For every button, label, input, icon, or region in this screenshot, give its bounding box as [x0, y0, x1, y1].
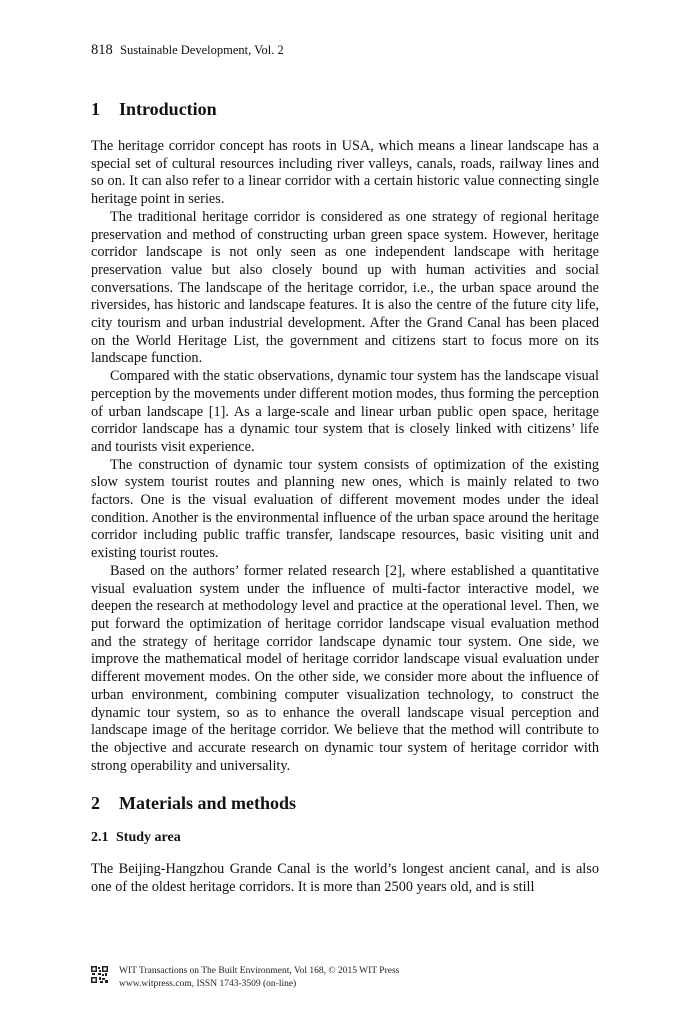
section-number: 1 — [91, 99, 100, 119]
section-number: 2 — [91, 793, 100, 814]
footer-text — [119, 965, 399, 991]
subsection-title: Study area — [116, 830, 181, 846]
section-title: Materials and methods — [119, 793, 296, 814]
section-heading-introduction — [91, 97, 599, 121]
page-number: 818 — [91, 42, 113, 58]
paragraph: Based on the authors’ former related research [2], where established a quantitative visual evaluation system under the influence of multi-factor interactive model, we deepen the research at methodology level and practice at the operational level. Then, we put forward the optimization of heritage corridor landscape visual evaluation method and the strategy of heritage corridor landscape dynamic tour system. One side, we improve the mathematical model of heritage corridor landscape visual evaluation under different movement modes. On the other side, we consider more about the influence of urban environment, combining computer visualization technology, to construct the dynamic tour system, so as to enhance the overall landscape visual perception and landscape image of the heritage corridor. We believe that the method will contribute to the objective and accurate research on dynamic tour system of heritage corridor with strong operability and universality. — [91, 562, 599, 774]
paragraph: The Beijing-Hangzhou Grande Canal is the world’s longest ancient canal, and is also one of the oldest heritage corridors. It is more than 2500 years old, and is still — [91, 861, 599, 896]
qr-code-icon — [91, 966, 108, 983]
section-heading-materials-and-methods — [91, 791, 599, 815]
page-footer — [91, 965, 491, 993]
subsection-number: 2.1 — [91, 830, 109, 846]
section-title: Introduction — [119, 99, 217, 119]
paragraph: Compared with the static observations, dynamic tour system has the landscape visual perception by the movements under different motion modes, thus forming the perception of urban landscape [1]. As a large-scale and linear urban public open space, heritage corridor landscape has a dynamic tour system that is closely linked with citizens’ life and tourists visit experience. — [91, 368, 599, 455]
paragraph: The traditional heritage corridor is considered as one strategy of regional heritage preservation and method of constructing urban green space system. However, heritage corridor landscape is not only seen as one independent landscape with heritage preservation value but also closely bound up with human activities and social conversations. The landscape of the heritage corridor, i.e., the urban space around the riversides, has historic and landscape features. It is also the centre of the future city life, city tourism and urban industrial development. After the Grand Canal has been placed on the World Heritage List, the government and citizens start to focus more on its landscape function. — [91, 208, 599, 367]
main-content — [91, 97, 599, 897]
paragraph: The heritage corridor concept has roots in USA, which means a linear landscape has a special set of cultural resources including river valleys, canals, roads, railway lines and so on. It can also refer to a linear corridor with a certain historic value connecting single heritage point in series. — [91, 138, 599, 208]
subsection-heading-study-area — [91, 829, 599, 847]
running-title: Sustainable Development, Vol. 2 — [120, 43, 284, 57]
footer-line-1: WIT Transactions on The Built Environment, Vol 168, © 2015 WIT Press — [119, 966, 400, 976]
footer-line-2: www.witpress.com, ISSN 1743-3509 (on-line) — [119, 979, 297, 989]
running-header — [91, 42, 284, 58]
paragraph: The construction of dynamic tour system consists of optimization of the existing slow system tourist routes and planning new ones, which is mainly related to two factors. One is the visual evaluation of different movement modes under the ideal condition. Another is the environmental influence of the urban space around the heritage corridor including public traffic transfer, landscape resources, basic visiting unit and existing tourist routes. — [91, 456, 599, 562]
